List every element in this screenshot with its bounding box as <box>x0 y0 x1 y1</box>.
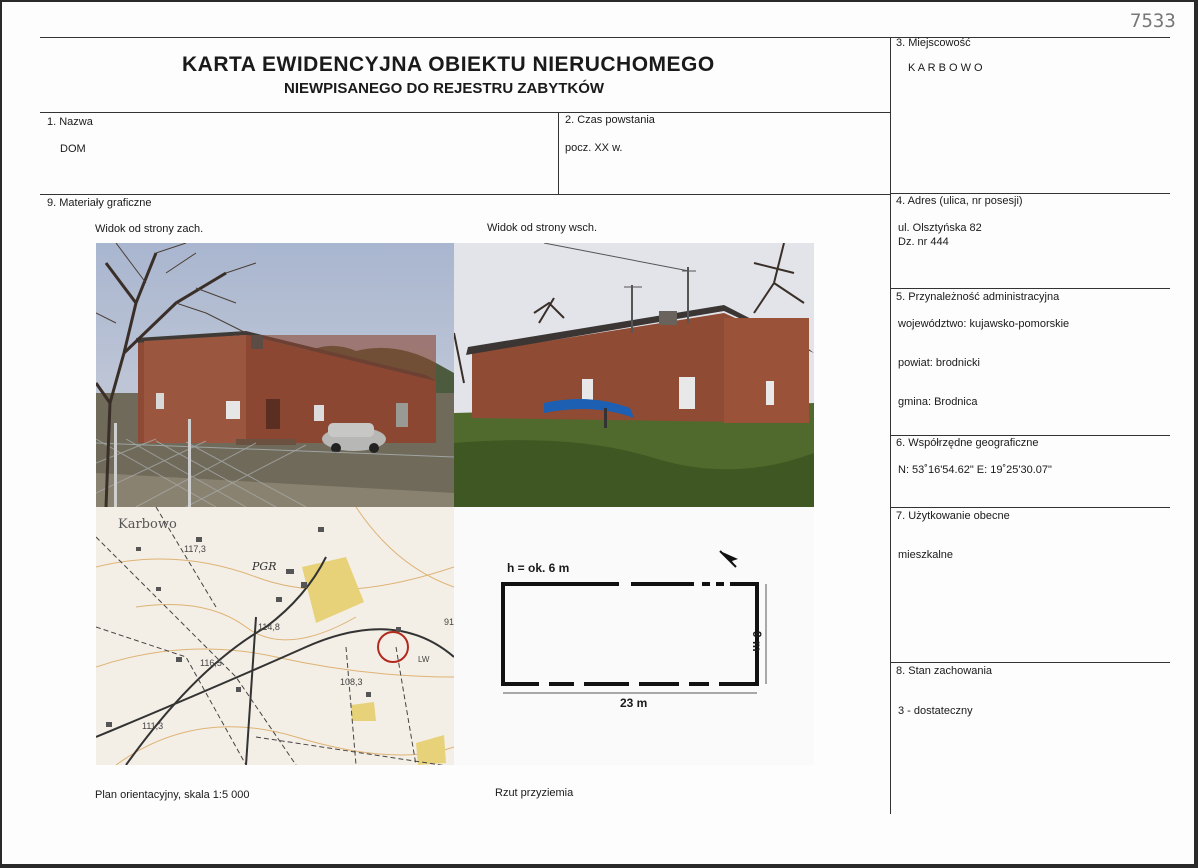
floor-plan <box>454 507 814 765</box>
rule-r4 <box>890 507 1170 508</box>
rule-header-bottom <box>40 112 890 113</box>
map-spot-5: 111,3 <box>142 721 164 731</box>
caption-west-view: Widok od strony zach. <box>95 223 204 235</box>
field-coords-label: 6. Współrzędne geograficzne <box>896 437 1039 449</box>
field-condition-value: 3 - dostateczny <box>898 705 973 717</box>
plan-height-label: h = ok. 6 m <box>507 561 570 575</box>
field-coords-value: N: 53˚16'54.62" E: 19˚25'30.07" <box>898 464 1052 476</box>
field-admin-county: powiat: brodnicki <box>898 357 980 369</box>
field-address-label: 4. Adres (ulica, nr posesji) <box>896 195 1023 207</box>
archive-number-stamp: 7533 <box>1130 10 1176 32</box>
rule-r1 <box>890 193 1170 194</box>
map-label-pgr: PGR <box>252 560 277 573</box>
rule-r2 <box>890 288 1170 289</box>
caption-floor-plan: Rzut przyziemia <box>495 787 574 799</box>
record-card <box>2 2 1194 864</box>
field-address-street: ul. Olsztyńska 82 <box>898 222 982 234</box>
field-period-label: 2. Czas powstania <box>565 114 655 126</box>
location-map <box>96 507 454 765</box>
rule-r5 <box>890 662 1170 663</box>
map-spot-1: 117,3 <box>184 544 206 554</box>
map-spot-6: 91 <box>444 617 454 627</box>
field-locality-label: 3. Miejscowość <box>896 37 971 49</box>
rule-names-bottom <box>40 194 890 195</box>
field-address-plot: Dz. nr 444 <box>898 236 949 248</box>
map-spot-3: 116,5 <box>200 658 222 668</box>
photo-east-view <box>454 243 814 507</box>
rule-names-divider <box>558 112 559 195</box>
field-graphics-label: 9. Materiały graficzne <box>47 197 152 209</box>
rule-right-column <box>890 37 891 814</box>
caption-location-map: Plan orientacyjny, skala 1:5 000 <box>95 789 250 801</box>
map-spot-4: 108,3 <box>340 677 363 687</box>
map-spot-2: 114,8 <box>258 622 280 632</box>
rule-top <box>40 37 1170 38</box>
field-use-value: mieszkalne <box>898 549 954 561</box>
field-admin-label: 5. Przynależność administracyjna <box>896 291 1060 303</box>
card-title: KARTA EWIDENCYJNA OBIEKTU NIERUCHOMEGO <box>182 53 715 76</box>
field-use-label: 7. Użytkowanie obecne <box>896 510 1010 522</box>
rule-r3 <box>890 435 1170 436</box>
map-spot-7: LW <box>418 655 430 664</box>
field-period-value: pocz. XX w. <box>565 142 623 154</box>
field-admin-voivodeship: województwo: kujawsko-pomorskie <box>898 318 1070 330</box>
map-label-karbowo: Karbowo <box>118 517 177 532</box>
photo-west-view <box>96 243 454 507</box>
field-name-value: DOM <box>60 143 86 155</box>
field-condition-label: 8. Stan zachowania <box>896 665 993 677</box>
field-name-label: 1. Nazwa <box>47 116 93 128</box>
plan-depth-label: 9 m <box>750 631 764 652</box>
card-subtitle: NIEWPISANEGO DO REJESTRU ZABYTKÓW <box>284 80 605 97</box>
plan-width-label: 23 m <box>620 696 648 710</box>
field-admin-commune: gmina: Brodnica <box>898 396 978 408</box>
caption-east-view: Widok od strony wsch. <box>487 222 598 234</box>
field-locality-value: K A R B O W O <box>908 62 983 74</box>
